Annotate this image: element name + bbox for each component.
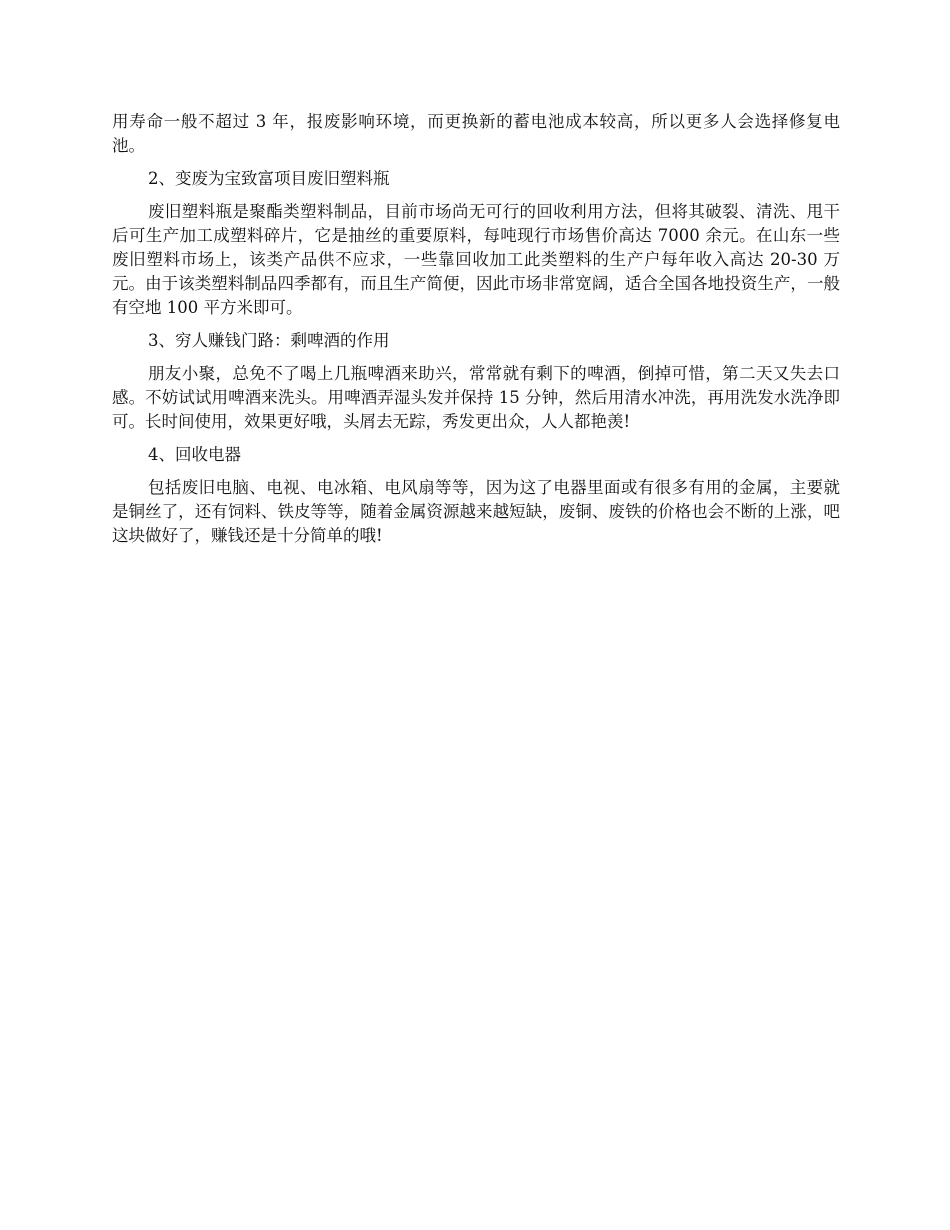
paragraph-plastic-bottles: 废旧塑料瓶是聚酯类塑料制品，目前市场尚无可行的回收利用方法，但将其破裂、清洗、甩干后可生产加工成塑料碎片，它是抽丝的重要原料，每吨现行市场售价高达 7000 余元。在山东一些废旧塑料市场上，该类产品供不应求，一些靠回收加工此类塑料的生产户每年收入高达 20-30 万元。由于该类塑料制品四季都有，而且生产简便，因此市场非常宽阔，适合全国各地投资生产，一般有空地 100 平方米即可。	[112, 202, 840, 317]
section-heading-plastic-bottles: 2、变废为宝致富项目废旧塑料瓶	[148, 169, 390, 188]
paragraph-leftover-beer: 朋友小聚，总免不了喝上几瓶啤酒来助兴，常常就有剩下的啤酒，倒掉可惜，第二天又失去口感。不妨试试用啤酒来洗头。用啤酒弄湿头发并保持 15 分钟，然后用清水冲洗，再用洗发水洗净即可。长时间使用，效果更好哦，头屑去无踪，秀发更出众，人人都艳羡!	[112, 364, 840, 431]
section-heading-leftover-beer: 3、穷人赚钱门路：剩啤酒的作用	[148, 331, 390, 350]
document-page	[112, 110, 840, 557]
section-heading-recycle-appliances: 4、回收电器	[148, 445, 241, 464]
paragraph-recycle-appliances: 包括废旧电脑、电视、电冰箱、电风扇等等，因为这了电器里面或有很多有用的金属，主要就是铜丝了，还有饲料、铁皮等等，随着金属资源越来越短缺，废铜、废铁的价格也会不断的上涨，吧这块做好了，赚钱还是十分简单的哦!	[112, 478, 840, 545]
paragraph-battery-continuation: 用寿命一般不超过 3 年，报废影响环境，而更换新的蓄电池成本较高，所以更多人会选择修复电池。	[112, 112, 840, 155]
